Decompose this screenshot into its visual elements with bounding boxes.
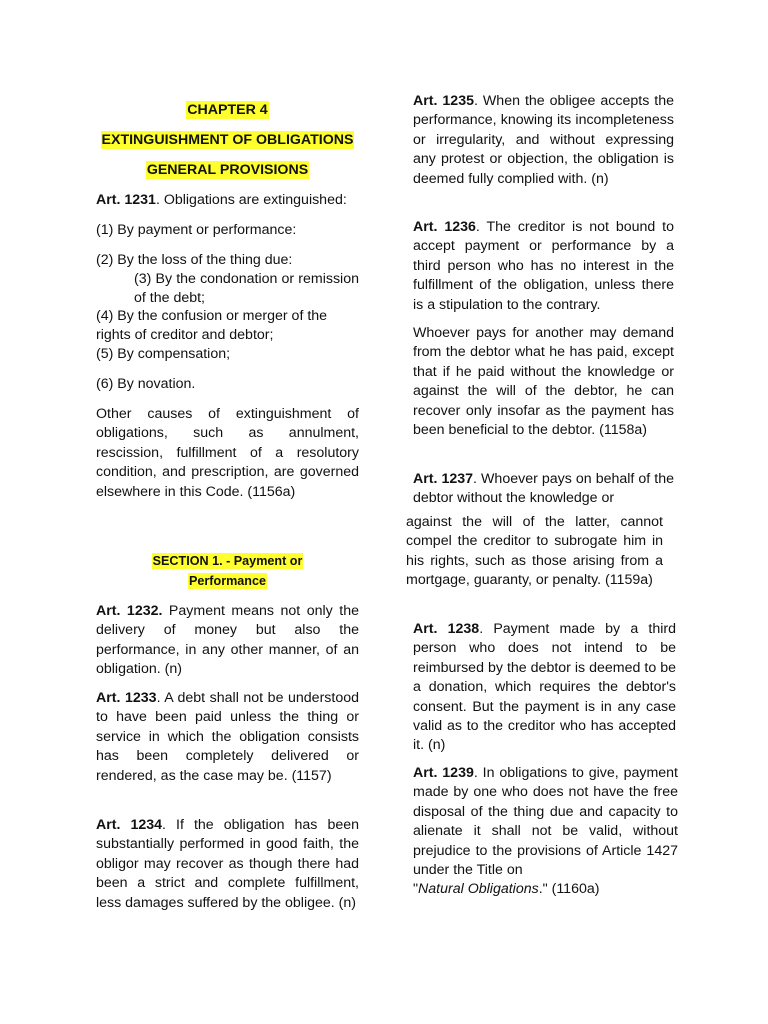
other-causes-paragraph: Other causes of extinguishment of obligations, such as annulment, rescission, fulfillment of a resolutory condition, and prescription, are governed elsewhere in this Code. (1156a) [96,406,359,500]
chapter-title: EXTINGUISHMENT OF OBLIGATIONS [101,132,354,148]
article-1235: Art. 1235. When the obligee accepts the performance, knowing its incompleteness or irregularity, and without expressing any protest or objection, the obligation is deemed fully complied with. (n) [413,93,675,187]
list-item: (4) By the confusion or merger of the rights of creditor and debtor; [96,308,328,344]
list-item: (3) By the condonation or remission of the debt; [134,271,359,307]
article-1234: Art. 1234. If the obligation has been substantially performed in good faith, the obligor may recover as though there had been a strict and complete fulfillment, less damages suffered by the obligee. (n) [96,817,360,911]
article-1233: Art. 1233. A debt shall not be understood to have been paid unless the thing or service in which the obligation consists has been completely delivered or rendered, as the case may be. (1157) [96,690,360,784]
article-1237-continued: against the will of the latter, cannot compel the creditor to subrogate him in his rights, such as those arising from a mortgage, guaranty, or penalty. (1159a) [406,514,663,589]
article-1238: Art. 1238. Payment made by a third person who does not intend to be reimbursed by the debtor is deemed to be a donation, which requires the debtor's consent. But the payment is in any case valid as to the creditor who has accepted it. (n) [413,621,677,754]
general-provisions-heading: GENERAL PROVISIONS [146,162,309,178]
chapter-heading: CHAPTER 4 [187,102,268,118]
article-1239: Art. 1239. In obligations to give, payment made by one who does not have the free disposal of the thing due and capacity to alienate it shall not be valid, without prejudice to the provisions of Article 1427 under the Title on "Natural Obligations." (1160a) [413,765,678,898]
list-item: (5) By compensation; [96,346,231,362]
article-1236-paragraph-2: Whoever pays for another may demand from the debtor what he has paid, except that if he paid without the knowledge or against the will of the debtor, he can recover only insofar as the payment has been beneficial to the debtor. (1158a) [413,325,674,439]
section-heading: SECTION 1. - Payment or Performance [152,554,303,588]
article-1237: Art. 1237. Whoever pays on behalf of the debtor without the knowledge or [413,471,674,507]
list-item: (2) By the loss of the thing due: [96,252,293,268]
list-item: (1) By payment or performance: [96,222,297,238]
article-1232: Art. 1232. Payment means not only the delivery of money but also the performance, in any other manner, of an obligation. (n) [96,603,359,678]
article-1236: Art. 1236. The creditor is not bound to accept payment or performance by a third person who has no interest in the fulfillment of the obligation, unless there is a stipulation to the contrary. [413,219,675,313]
article-1231-intro: Art. 1231. Obligations are extinguished: [96,192,347,208]
list-item: (6) By novation. [96,376,196,392]
